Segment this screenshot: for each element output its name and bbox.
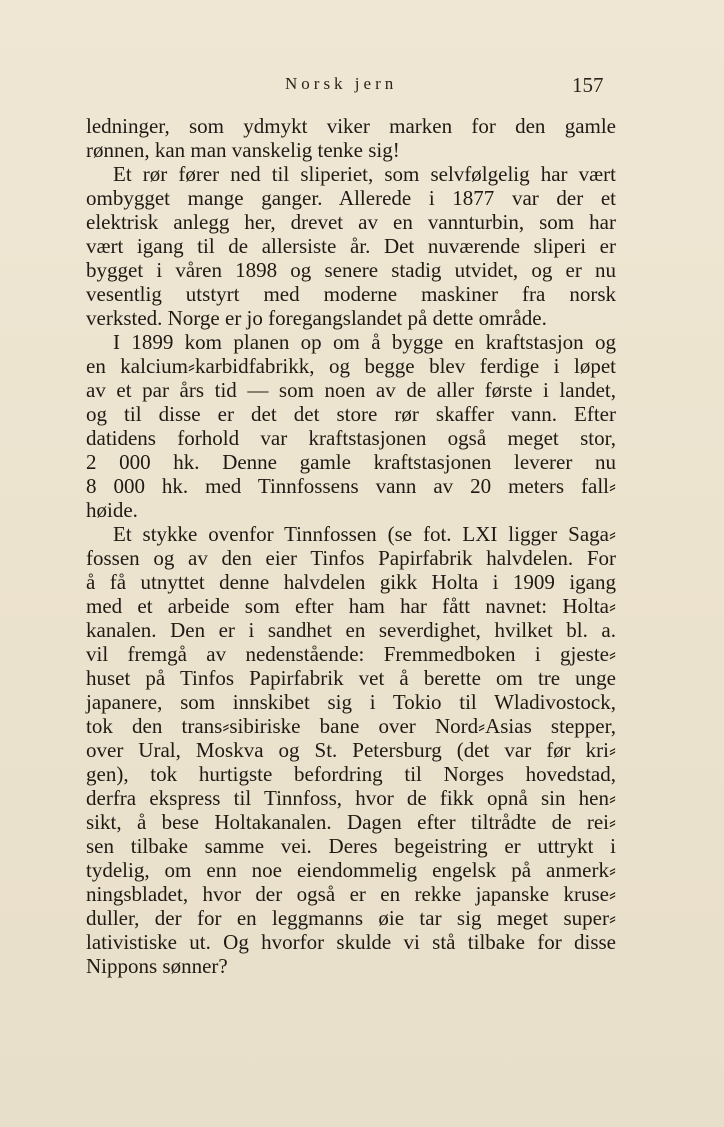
text-line: 2 000 hk. Denne gamle kraftstasjonen leverer nu (86, 450, 616, 474)
text-line: av et par års tid — som noen av de aller første i landet, (86, 378, 616, 402)
text-line: derfra ekspress til Tinnfoss, hvor de fikk opnå sin hen⸗ (86, 786, 616, 810)
text-line: ombygget mange ganger. Allerede i 1877 var der et (86, 186, 616, 210)
text-line: 8 000 hk. med Tinnfossens vann av 20 meters fall⸗ (86, 474, 616, 498)
text-line: å få utnyttet denne halvdelen gikk Holta i 1909 igang (86, 570, 616, 594)
text-line: lativistiske ut. Og hvorfor skulde vi stå tilbake for disse (86, 930, 616, 954)
text-line: ledninger, som ydmykt viker marken for den gamle (86, 114, 616, 138)
text-line: Et rør fører ned til sliperiet, som selvfølgelig har vært (113, 162, 616, 186)
text-line: Et stykke ovenfor Tinnfossen (se fot. LXI ligger Saga⸗ (113, 522, 616, 546)
text-line: en kalcium⸗karbidfabrikk, og begge blev ferdige i løpet (86, 354, 616, 378)
text-line: høide. (86, 498, 138, 522)
text-line: datidens forhold var kraftstasjonen også meget stor, (86, 426, 616, 450)
body-text (86, 114, 616, 978)
text-line: med et arbeide som efter ham har fått navnet: Holta⸗ (86, 594, 616, 618)
text-line: bygget i våren 1898 og senere stadig utvidet, og er nu (86, 258, 616, 282)
text-line: sikt, å bese Holtakanalen. Dagen efter tiltrådte de rei⸗ (86, 810, 616, 834)
text-line: kanalen. Den er i sandhet en severdighet, hvilket bl. a. (86, 618, 616, 642)
text-line: duller, der for en leggmanns øie tar sig meget super⸗ (86, 906, 616, 930)
text-line: elektrisk anlegg her, drevet av en vannturbin, som har (86, 210, 616, 234)
text-line: vært igang til de allersiste år. Det nuværende sliperi er (86, 234, 616, 258)
text-line: rønnen, kan man vanskelig tenke sig! (86, 138, 400, 162)
text-line: I 1899 kom planen op om å bygge en kraftstasjon og (113, 330, 616, 354)
text-line: gen), tok hurtigste befordring til Norges hovedstad, (86, 762, 616, 786)
text-line: og til disse er det det store rør skaffer vann. Efter (86, 402, 616, 426)
text-line: tok den trans⸗sibiriske bane over Nord⸗Asias stepper, (86, 714, 616, 738)
running-title: Norsk jern (285, 74, 398, 93)
text-line: huset på Tinfos Papirfabrik vet å berette om tre unge (86, 666, 616, 690)
text-line: tydelig, om enn noe eiendommelig engelsk på anmerk⸗ (86, 858, 616, 882)
text-line: japanere, som innskibet sig i Tokio til Wladivostock, (86, 690, 616, 714)
text-line: vesentlig utstyrt med moderne maskiner fra norsk (86, 282, 616, 306)
text-line: over Ural, Moskva og St. Petersburg (det var før kri⸗ (86, 738, 616, 762)
text-line: sen tilbake samme vei. Deres begeistring er uttrykt i (86, 834, 616, 858)
text-line: vil fremgå av nedenstående: Fremmedboken i gjeste⸗ (86, 642, 616, 666)
page-number: 157 (572, 73, 604, 97)
text-line: verksted. Norge er jo foregangslandet på dette område. (86, 306, 547, 330)
text-line: ningsbladet, hvor der også er en rekke japanske kruse⸗ (86, 882, 616, 906)
text-line: Nippons sønner? (86, 954, 228, 978)
text-line: fossen og av den eier Tinfos Papirfabrik halvdelen. For (86, 546, 616, 570)
